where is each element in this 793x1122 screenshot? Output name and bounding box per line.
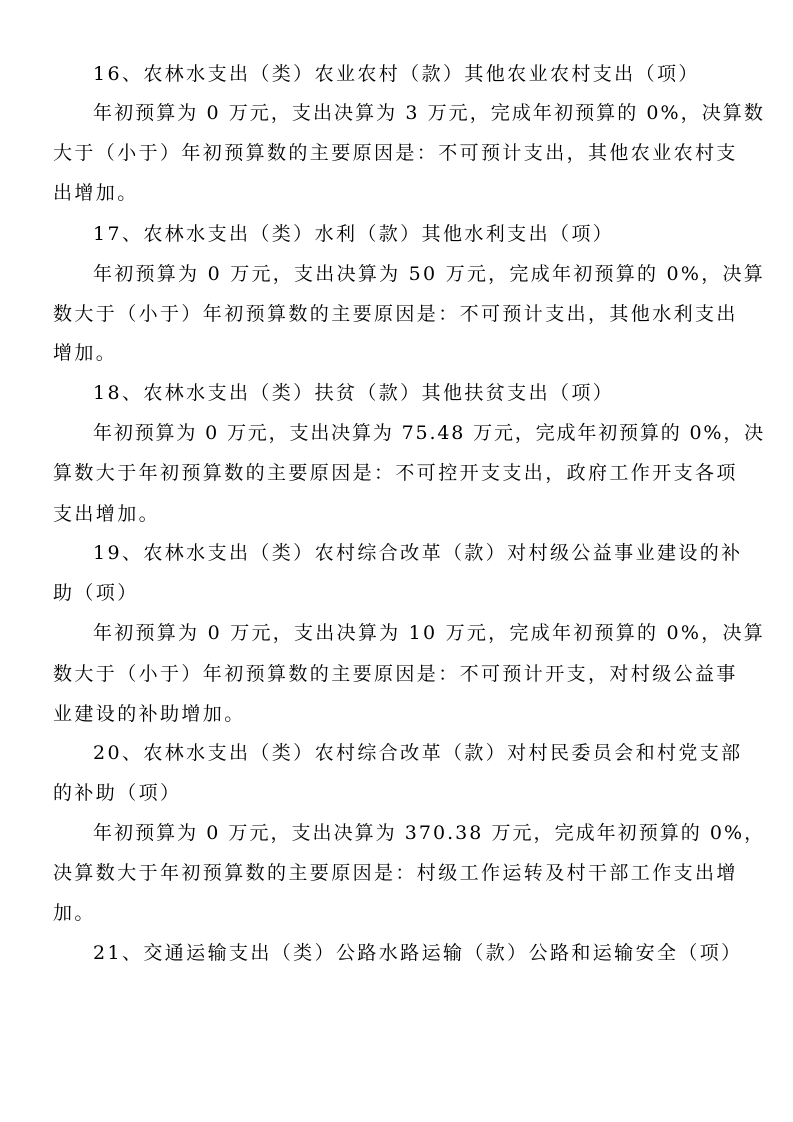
section-19-body-line-1: 年初预算为 0 万元，支出决算为 10 万元，完成年初预算的 0%，决算 xyxy=(93,622,766,644)
section-20-heading: 20、农林水支出（类）农村综合改革（款）对村民委员会和村党支部 xyxy=(93,742,743,764)
section-17-body-line-2: 数大于（小于）年初预算数的主要原因是：不可预计支出，其他水利支出 xyxy=(53,303,738,325)
section-20-body-line-3: 加。 xyxy=(53,902,96,924)
section-19-body-line-2: 数大于（小于）年初预算数的主要原因是：不可预计开支，对村级公益事 xyxy=(53,663,738,685)
section-19-heading: 19、农林水支出（类）农村综合改革（款）对村级公益事业建设的补 xyxy=(93,542,743,564)
section-18-body-line-1: 年初预算为 0 万元，支出决算为 75.48 万元，完成年初预算的 0%，决 xyxy=(93,422,766,444)
section-16-body-line-1: 年初预算为 0 万元，支出决算为 3 万元，完成年初预算的 0%，决算数 xyxy=(93,102,765,124)
section-20-heading-cont: 的补助（项） xyxy=(53,782,182,804)
section-16-heading: 16、农林水支出（类）农业农村（款）其他农业农村支出（项） xyxy=(93,63,700,85)
section-20-body-line-2: 决算数大于年初预算数的主要原因是：村级工作运转及村干部工作支出增 xyxy=(53,862,738,884)
section-17-heading: 17、农林水支出（类）水利（款）其他水利支出（项） xyxy=(93,223,615,245)
section-16-body-line-2: 大于（小于）年初预算数的主要原因是：不可预计支出，其他农业农村支 xyxy=(53,142,738,164)
section-16-body-line-3: 出增加。 xyxy=(53,182,139,204)
section-20-body-line-1: 年初预算为 0 万元，支出决算为 370.38 万元，完成年初预算的 0%， xyxy=(93,822,766,844)
section-18-body-line-3: 支出增加。 xyxy=(53,503,161,525)
section-18-body-line-2: 算数大于年初预算数的主要原因是：不可控开支支出，政府工作开支各项 xyxy=(53,462,738,484)
section-19-heading-cont: 助（项） xyxy=(53,582,139,604)
section-17-body-line-1: 年初预算为 0 万元，支出决算为 50 万元，完成年初预算的 0%，决算 xyxy=(93,263,766,285)
section-19-body-line-3: 业建设的补助增加。 xyxy=(53,703,246,725)
section-17-body-line-3: 增加。 xyxy=(53,342,118,364)
section-18-heading: 18、农林水支出（类）扶贫（款）其他扶贫支出（项） xyxy=(93,382,615,404)
section-21-heading: 21、交通运输支出（类）公路水路运输（款）公路和运输安全（项） xyxy=(93,942,743,964)
